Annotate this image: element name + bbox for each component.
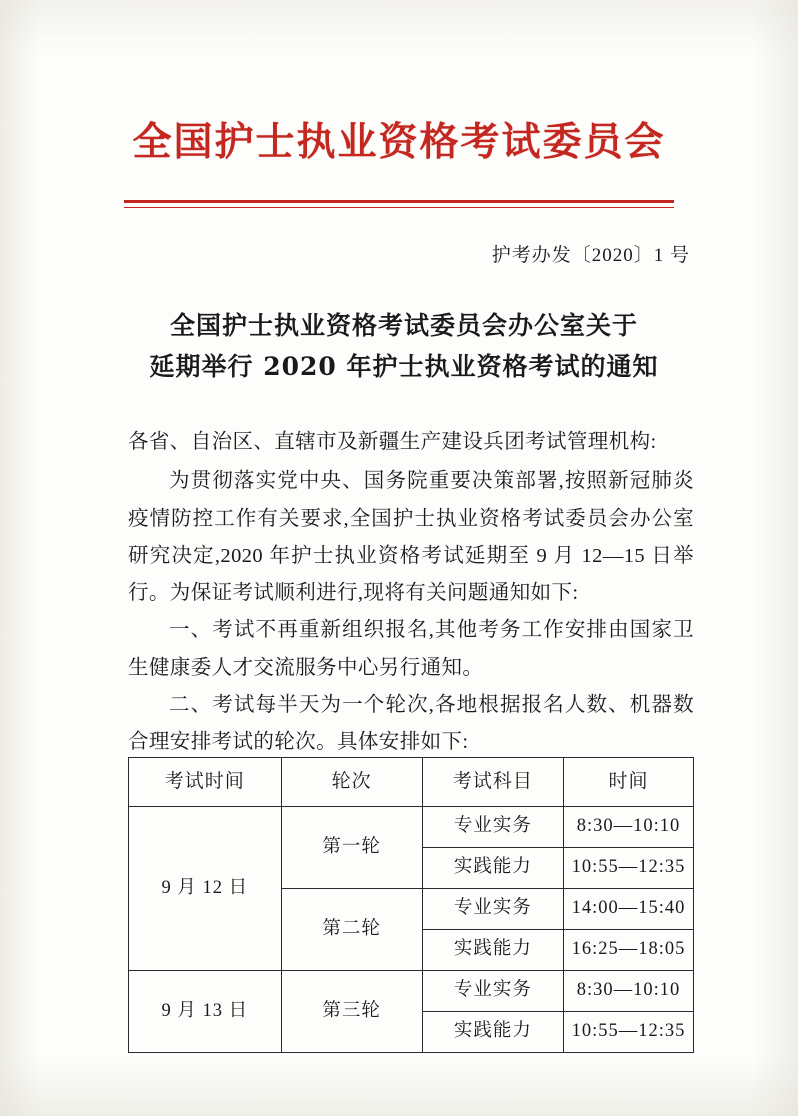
cell-subject: 实践能力 [422, 1012, 563, 1053]
exam-schedule-table [128, 757, 694, 1053]
table-header-row [129, 758, 694, 807]
cell-round: 第三轮 [281, 971, 422, 1053]
table-row [129, 971, 694, 1012]
column-header-date: 考试时间 [129, 758, 282, 807]
column-header-round: 轮次 [281, 758, 422, 807]
paragraph-3: 二、考试每半天为一个轮次,各地根据报名人数、机器数合理安排考试的轮次。具体安排如下: [128, 694, 694, 754]
document-body [128, 424, 694, 762]
cell-subject: 实践能力 [422, 930, 563, 971]
masthead-rule-thin [124, 207, 674, 208]
cell-round: 第一轮 [281, 807, 422, 889]
cell-round: 第二轮 [281, 889, 422, 971]
issuing-organization: 全国护士执业资格考试委员会 [132, 119, 666, 165]
salutation: 各省、自治区、直辖市及新疆生产建设兵团考试管理机构: [128, 431, 657, 453]
cell-time: 8:30—10:10 [564, 971, 694, 1012]
column-header-subject: 考试科目 [422, 758, 563, 807]
cell-subject: 专业实务 [422, 807, 563, 848]
masthead [0, 118, 798, 167]
table-body [129, 807, 694, 1053]
cell-time: 8:30—10:10 [564, 807, 694, 848]
cell-date: 9 月 13 日 [129, 971, 282, 1053]
cell-time: 16:25—18:05 [564, 930, 694, 971]
page-title [110, 305, 698, 388]
page-title-line-2: 延期举行 2020 年护士执业资格考试的通知 [149, 352, 659, 382]
column-header-time: 时间 [564, 758, 694, 807]
table-header [129, 758, 694, 807]
cell-time: 10:55—12:35 [564, 1012, 694, 1053]
table-row [129, 807, 694, 848]
cell-subject: 专业实务 [422, 971, 563, 1012]
page-title-line-1: 全国护士执业资格考试委员会办公室关于 [169, 311, 638, 340]
exam-schedule-table-wrapper [128, 757, 694, 1053]
paragraph-1: 为贯彻落实党中央、国务院重要决策部署,按照新冠肺炎疫情防控工作有关要求,全国护士执业资格考试委员会办公室研究决定,2020 年护士执业资格考试延期至 9 月 12—15 日举行。为保证考试顺利进行,现将有关问题通知如下: [128, 470, 694, 605]
cell-subject: 专业实务 [422, 889, 563, 930]
cell-time: 10:55—12:35 [564, 848, 694, 889]
paragraph-2: 一、考试不再重新组织报名,其他考务工作安排由国家卫生健康委人才交流服务中心另行通知。 [128, 619, 694, 679]
document-number: 护考办发〔2020〕1 号 [491, 245, 690, 266]
cell-date: 9 月 12 日 [129, 807, 282, 971]
cell-subject: 实践能力 [422, 848, 563, 889]
masthead-rule-thick [124, 200, 674, 203]
cell-time: 14:00—15:40 [564, 889, 694, 930]
